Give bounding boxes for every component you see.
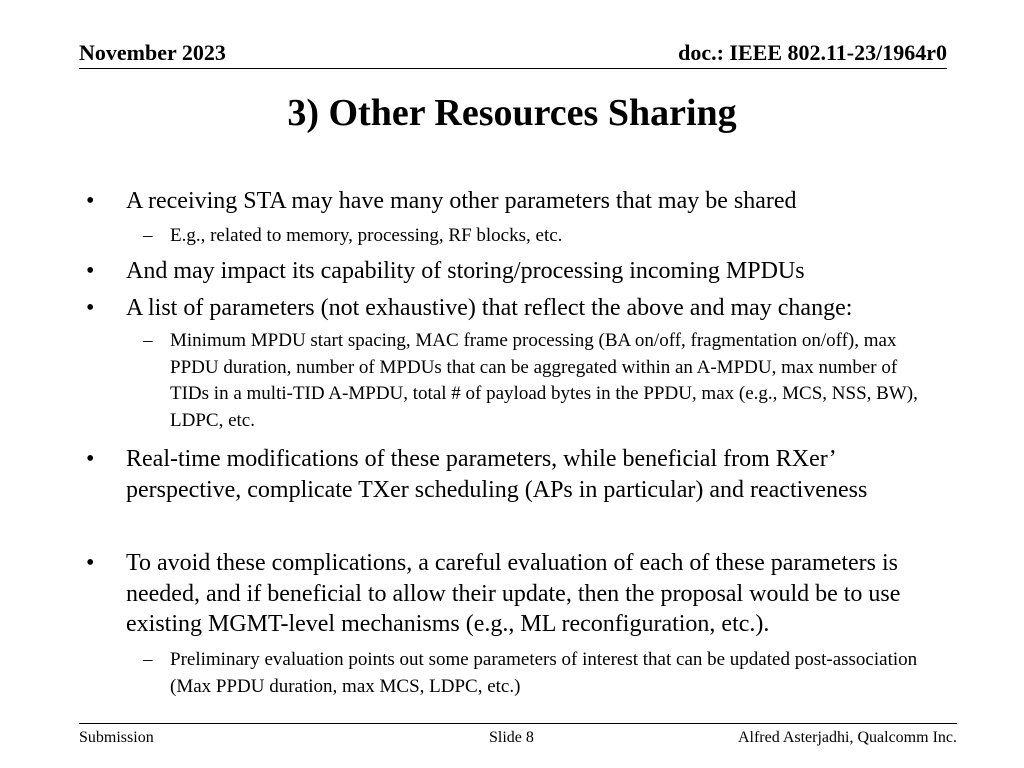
- header-divider: [79, 68, 947, 69]
- sub-bullet-marker: –: [143, 330, 153, 351]
- sub-bullet-marker: –: [143, 225, 153, 246]
- bullet-text: And may impact its capability of storing/processing incoming MPDUs: [126, 258, 805, 284]
- footer-author: Alfred Asterjadhi, Qualcomm Inc.: [737, 729, 957, 746]
- bullet-marker: •: [86, 188, 95, 214]
- bullet-text: A list of parameters (not exhaustive) that reflect the above and may change:: [126, 295, 853, 321]
- footer-submission: Submission: [79, 729, 154, 746]
- bullet-marker: •: [86, 258, 95, 284]
- sub-bullet-text: Minimum MPDU start spacing, MAC frame processing (BA on/off, fragmentation on/off), max PPDU duration, number of MPDUs that can be aggregated within an A-MPDU, max number of TIDs in a multi-TID A-MPDU, total # of payload bytes in the PPDU, max (e.g., MCS, NSS, BW), LDPC, etc.: [170, 330, 918, 431]
- bullet-text: A receiving STA may have many other parameters that may be shared: [126, 188, 797, 214]
- sub-bullet-text: E.g., related to memory, processing, RF blocks, etc.: [170, 225, 563, 246]
- header-doc-id: doc.: IEEE 802.11-23/1964r0: [678, 40, 947, 65]
- bullet-text: To avoid these complications, a careful evaluation of each of these parameters is needed, and if beneficial to allow their update, then the proposal would be to use existing MGMT-level mechanisms (e.g., ML reconfiguration, etc.).: [126, 550, 901, 637]
- footer-divider: [79, 723, 957, 724]
- slide-title: 3) Other Resources Sharing: [287, 92, 737, 134]
- footer-slide-number: Slide 8: [489, 729, 534, 746]
- bullet-text: Real-time modifications of these parameters, while beneficial from RXer’ perspective, complicate TXer scheduling (APs in particular) and reactiveness: [126, 446, 868, 503]
- bullet-marker: •: [86, 550, 95, 576]
- bullet-marker: •: [86, 446, 95, 472]
- sub-bullet-marker: –: [143, 649, 153, 670]
- header-date: November 2023: [79, 40, 226, 65]
- sub-bullet-text: Preliminary evaluation points out some parameters of interest that can be updated post-association (Max PPDU duration, max MCS, LDPC, etc.): [170, 649, 918, 697]
- bullet-marker: •: [86, 295, 95, 321]
